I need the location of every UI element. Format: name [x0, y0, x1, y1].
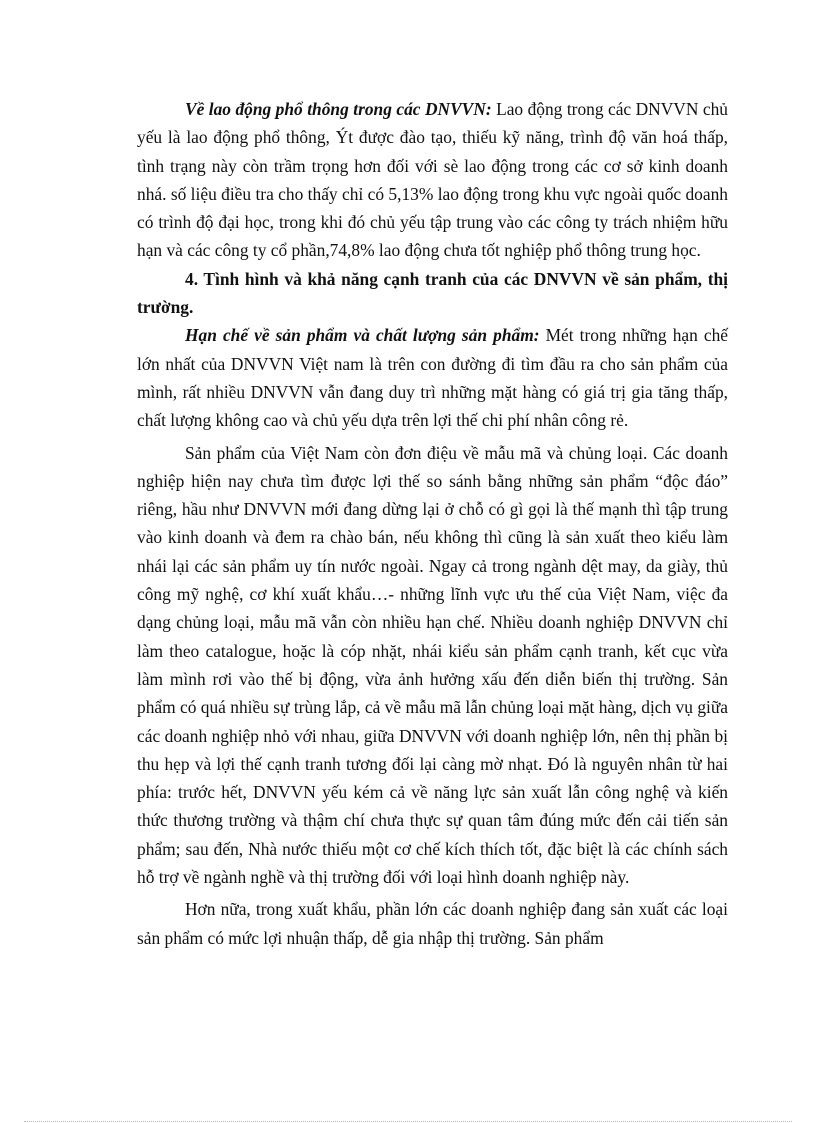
paragraph-product-limits [137, 321, 728, 434]
paragraph-product-limits-lead: Hạn chế về sản phẩm và chất lượng sản phẩm: [185, 325, 540, 346]
paragraph-product-variety: Sản phẩm của Việt Nam còn đơn điệu về mẫu mã và chủng loại. Các doanh nghiệp hiện nay chưa tìm được lợi thế so sánh bằng những sản phẩm “độc đáo” riêng, hầu như DNVVN mới đang dừng lại ở chỗ có gì gọi là thế mạnh thì tập trung vào kinh doanh và đem ra chào bán, nếu không thì cũng là sản xuất theo kiểu làm nhái lại các sản phẩm uy tín nước ngoài. Ngay cả trong ngành dệt may, da giày, thủ công mỹ nghệ, cơ khí xuất khẩu…- những lĩnh vực ưu thế của Việt Nam, việc đa dạng chủng loại, mẫu mã vẫn còn nhiều hạn chế. Nhiều doanh nghiệp DNVVN chỉ làm theo catalogue, hoặc là cóp nhặt, nhái kiểu sản phẩm cạnh tranh, kết cục vừa làm mình rơi vào thế bị động, vừa ảnh hưởng xấu đến diễn biến thị trường. Sản phẩm có quá nhiều sự trùng lắp, cả về mẫu mã lẫn chủng loại mặt hàng, dịch vụ giữa các doanh nghiệp nhỏ với nhau, giữa DNVVN với doanh nghiệp lớn, nên thị phần bị thu hẹp và lợi thế cạnh tranh tương đối lại càng mờ nhạt. Đó là nguyên nhân từ hai phía: trước hết, DNVVN yếu kém cả về năng lực sản xuất lẫn công nghệ và kiến thức thương trường và thậm chí chưa thực sự quan tâm đúng mức đến cải tiến sản phẩm; sau đến, Nhà nước thiếu một cơ chế kích thích tốt, đặc biệt là các chính sách hỗ trợ về ngành nghề và thị trường đối với loại hình doanh nghiệp này. [137, 442, 728, 888]
document-page [137, 95, 728, 952]
paragraph-labor-lead: Về lao động phổ thông trong các DNVVN: [185, 99, 492, 119]
page-bottom-rule [24, 1121, 792, 1122]
paragraph-labor-body: Lao động trong các DNVVN chủ yếu là lao động phổ thông, Ýt được đào tạo, thiếu kỹ năng, trình độ văn hoá thấp, tình trạng này còn trầm trọng hơn đối với sè lao động trong các cơ sở kinh doanh nhá. số liệu điều tra cho thấy chỉ có 5,13% lao động trong khu vực ngoài quốc doanh có trình độ đại học, trong khi đó chủ yếu tập trung vào các công ty trách nhiệm hữu hạn và các công ty cổ phần,74,8% lao động chưa tốt nghiệp phổ thông trung học. [137, 99, 728, 261]
paragraph-labor [137, 95, 728, 265]
paragraph-export: Hơn nữa, trong xuất khẩu, phần lớn các doanh nghiệp đang sản xuất các loại sản phẩm có mức lợi nhuận thấp, dễ gia nhập thị trường. Sản phẩm [137, 899, 728, 948]
paragraph-product-limits-body: Mét trong những hạn chế lớn nhất của DNVVN Việt nam là trên con đường đi tìm đầu ra cho sản phẩm của mình, rất nhiều DNVVN vẫn đang duy trì những mặt hàng có giá trị gia tăng thấp, chất lượng không cao và chủ yếu dựa trên lợi thế chi phí nhân công rẻ. [137, 325, 728, 431]
section-heading-4: 4. Tình hình và khả năng cạnh tranh của các DNVVN về sản phẩm, thị trường. [137, 268, 728, 318]
